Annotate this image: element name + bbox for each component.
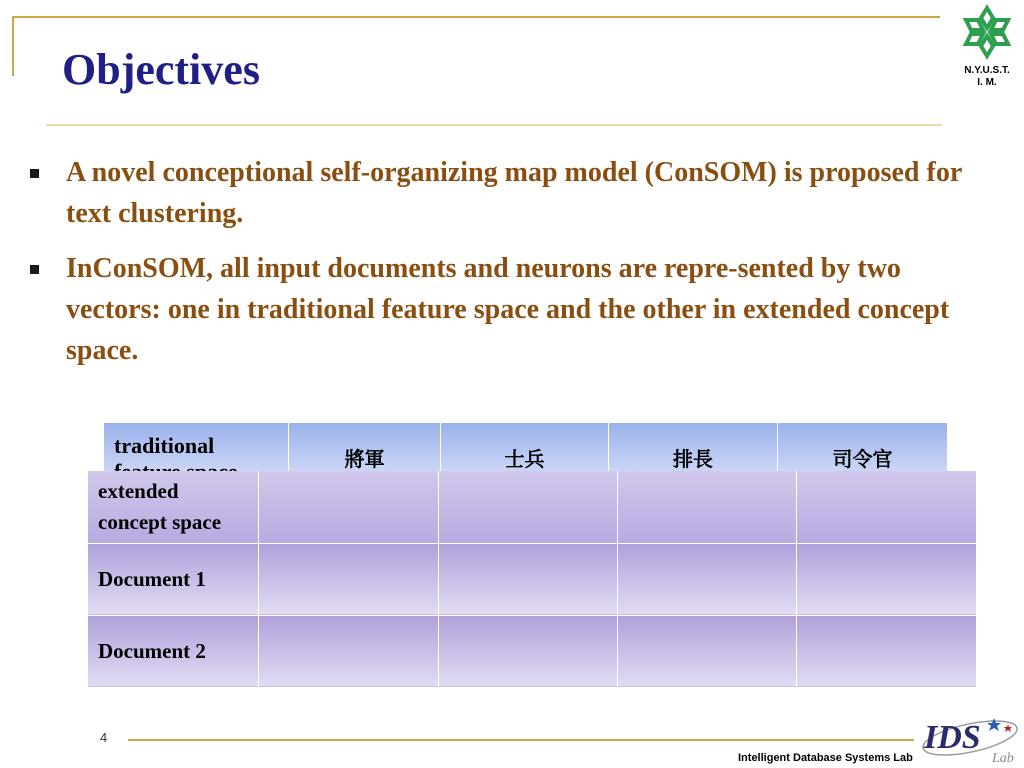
left-frame-line	[12, 16, 14, 76]
slide-title: Objectives	[62, 45, 260, 94]
bullet-item	[28, 248, 988, 371]
square-bullet-icon	[30, 265, 39, 274]
page-number: 4	[100, 730, 108, 745]
table-cell	[617, 543, 796, 615]
bullet-item	[28, 152, 988, 234]
table-header-cell: 士兵	[441, 423, 609, 471]
svg-text:Lab: Lab	[992, 751, 1014, 766]
feature-space-table	[104, 423, 947, 471]
bullet-list	[28, 152, 988, 385]
table-row	[88, 615, 976, 687]
snowflake-emblem-icon	[959, 4, 1015, 60]
title-underline	[46, 124, 942, 126]
table-cell	[617, 615, 796, 687]
footer-lab-name: Intelligent Database Systems Lab	[738, 752, 913, 764]
table-cell	[438, 543, 617, 615]
table-header-cell: 排長	[609, 423, 778, 471]
svg-text:IDS: IDS	[924, 719, 981, 756]
table-row	[88, 471, 976, 543]
table-cell	[796, 543, 976, 615]
table-cell	[258, 471, 438, 543]
top-frame-line	[12, 16, 940, 18]
table-cell	[258, 615, 438, 687]
nyust-logo	[952, 4, 1022, 94]
table-cell	[617, 471, 796, 543]
table-cell: extended concept space	[88, 471, 258, 543]
square-bullet-icon	[30, 169, 39, 178]
logo-line-1: N.Y.U.S.T.	[964, 65, 1010, 76]
bullet-text: InConSOM, all input documents and neurons are repre-sented by two vectors: one in traditional feature space and the other in extended concept space.	[66, 253, 950, 366]
table-cell: Document 1	[88, 543, 258, 615]
table-cell: Document 2	[88, 615, 258, 687]
table-header-cell: traditional	[104, 423, 289, 471]
table-cell	[796, 471, 976, 543]
footer-line	[128, 739, 914, 741]
table-cell	[258, 543, 438, 615]
logo-line-2: I. M.	[977, 77, 997, 88]
ids-lab-logo-icon	[912, 710, 1022, 766]
bullet-text: A novel conceptional self-organizing map model (ConSOM) is proposed for text clustering.	[66, 157, 962, 229]
table-header-cell: 司令官	[778, 423, 947, 471]
table-row	[88, 543, 976, 615]
table-header-cell: 將軍	[289, 423, 441, 471]
table-cell	[796, 615, 976, 687]
table-cell	[438, 615, 617, 687]
concept-space-table	[88, 471, 977, 688]
table-cell	[438, 471, 617, 543]
